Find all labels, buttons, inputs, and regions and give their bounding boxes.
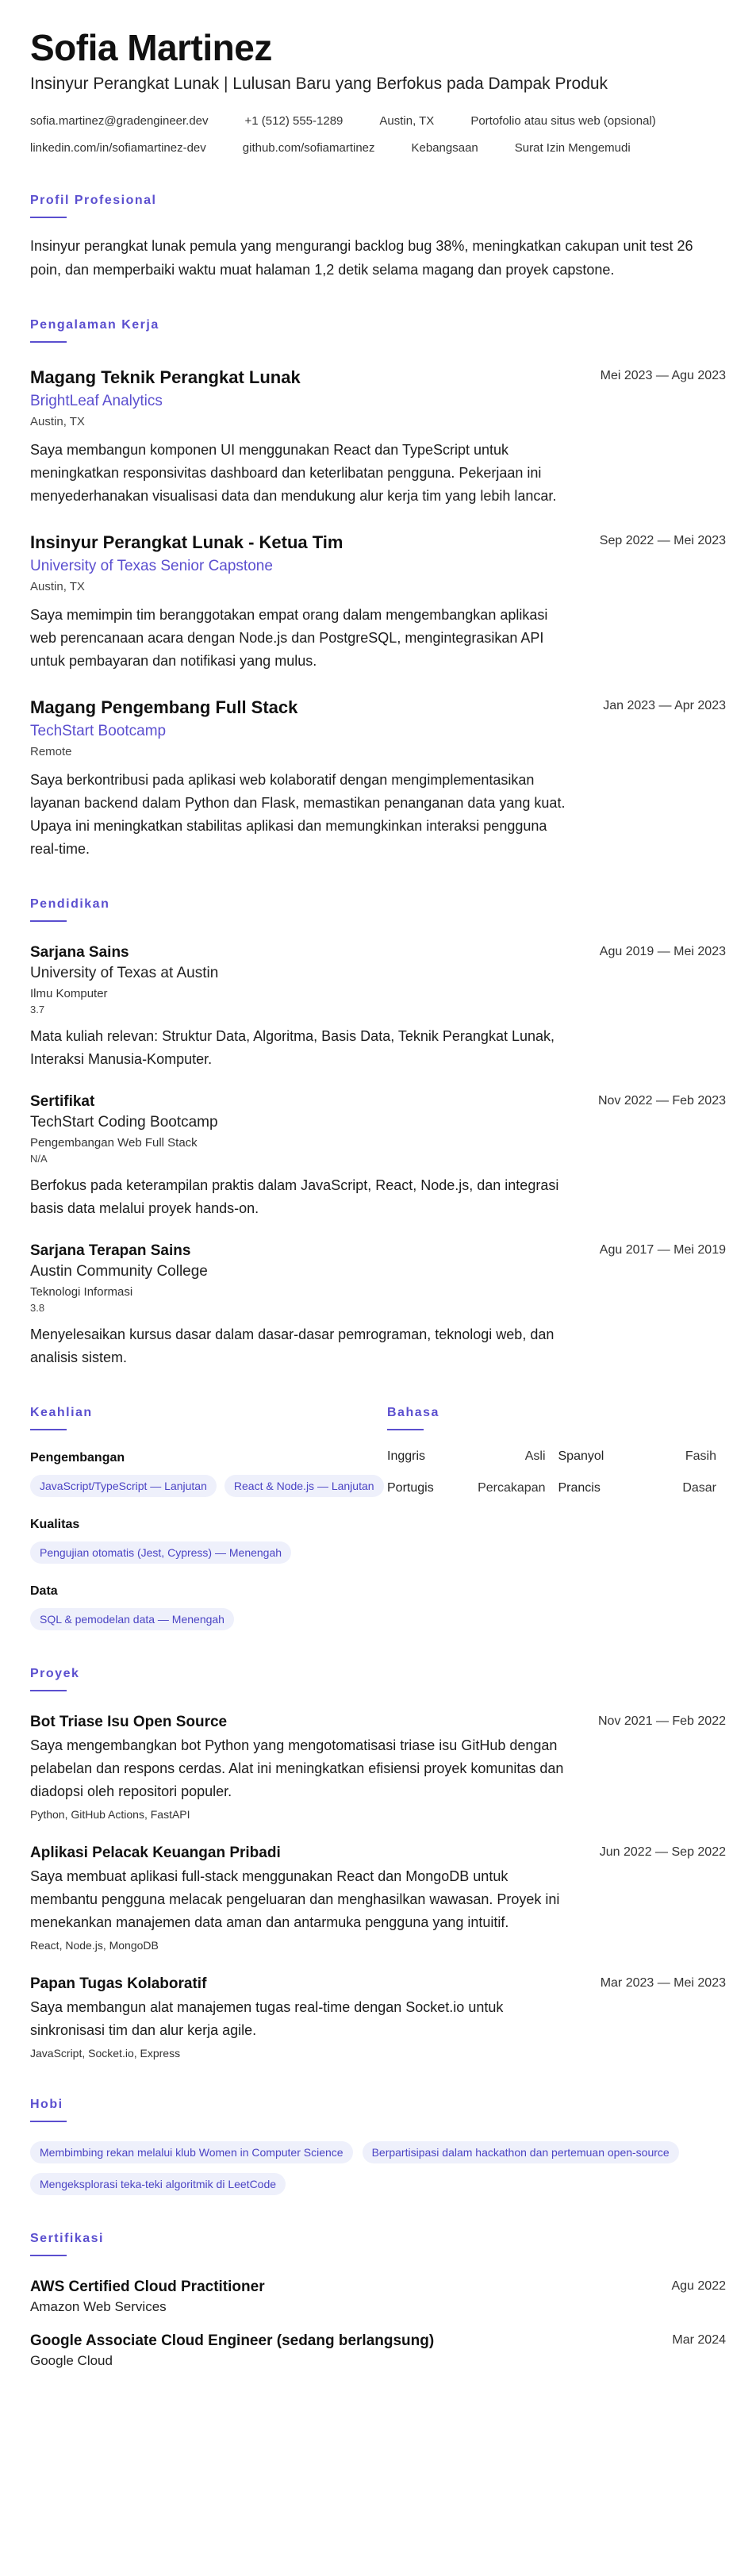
job-description: Saya memimpin tim beranggotakan empat orang dalam mengembangkan aplikasi web perencanaan acara dengan Node.js dan PostgreSQL, mengintegrasikan API untuk pembayaran dan notifikasi yang mulus.: [30, 607, 548, 669]
section-title: Bahasa: [387, 1406, 439, 1419]
section-title: Profil Profesional: [30, 194, 157, 207]
education-description: Menyelesaikan kursus dasar dalam dasar-dasar pemrograman, teknologi web, dan analisis sistem.: [30, 1326, 555, 1365]
degree: Sertifikat: [30, 1093, 95, 1110]
field-of-study: Teknologi Informasi: [30, 1285, 133, 1299]
education-description: Mata kuliah relevan: Struktur Data, Algoritma, Basis Data, Teknik Perangkat Lunak, Interaksi Manusia-Komputer.: [30, 1028, 555, 1067]
job-dates: Mei 2023 — Agu 2023: [600, 369, 726, 382]
certification-date: Agu 2022: [671, 2279, 726, 2293]
profile-summary: Insinyur perangkat lunak pemula yang mengurangi backlog bug 38%, meningkatkan cakupan unit test 26 poin, dan memperbaiki waktu muat halaman 1,2 detik selama magang dan proyek capstone.: [30, 238, 693, 278]
job-location: Austin, TX: [30, 580, 85, 593]
contact-phone[interactable]: +1 (512) 555-1289: [244, 114, 343, 128]
project-item: [30, 1974, 726, 2061]
project-name: Aplikasi Pelacak Keuangan Pribadi: [30, 1845, 281, 1861]
education-section: [30, 896, 726, 1369]
project-item: [30, 1712, 726, 1822]
school: Austin Community College: [30, 1263, 208, 1280]
language-name: Prancis: [558, 1481, 601, 1495]
language-list: [387, 1448, 716, 1497]
employer: TechStart Bootcamp: [30, 723, 167, 739]
section-divider: [30, 341, 67, 343]
language-level: Percakapan: [478, 1481, 546, 1495]
job-dates: Jan 2023 — Apr 2023: [603, 699, 726, 712]
experience-item: [30, 697, 726, 861]
education-description: Berfokus pada keterampilan praktis dalam JavaScript, React, Node.js, dan integrasi basis data melalui proyek hands-on.: [30, 1177, 559, 1216]
certification-issuer: Amazon Web Services: [30, 2299, 167, 2314]
education-dates: Nov 2022 — Feb 2023: [598, 1094, 726, 1108]
job-title: Magang Pengembang Full Stack: [30, 697, 298, 717]
gpa: N/A: [30, 1153, 48, 1165]
section-divider: [30, 217, 67, 218]
project-name: Bot Triase Isu Open Source: [30, 1714, 228, 1730]
project-dates: Mar 2023 — Mei 2023: [600, 1976, 726, 1990]
languages-section: [387, 1404, 716, 1630]
skill-chip-list: [30, 1475, 387, 1497]
skill-group: [30, 1583, 387, 1630]
profile-section: [30, 192, 726, 282]
section-divider: [30, 1690, 67, 1691]
language-item: [558, 1480, 717, 1497]
certification-name: AWS Certified Cloud Practitioner: [30, 2278, 265, 2295]
project-tech: React, Node.js, MongoDB: [30, 1939, 159, 1952]
employer: University of Texas Senior Capstone: [30, 558, 273, 574]
job-title: Insinyur Perangkat Lunak - Ketua Tim: [30, 532, 343, 552]
degree: Sarjana Terapan Sains: [30, 1242, 191, 1259]
project-dates: Jun 2022 — Sep 2022: [599, 1845, 726, 1859]
language-item: [558, 1448, 717, 1465]
projects-section: [30, 1665, 726, 2061]
contact-email[interactable]: sofia.martinez@gradengineer.dev: [30, 114, 209, 128]
language-item: [387, 1480, 546, 1497]
section-divider: [387, 1429, 424, 1430]
school: University of Texas at Austin: [30, 965, 219, 981]
skill-chip: JavaScript/TypeScript — Lanjutan: [30, 1475, 217, 1497]
section-title: Hobi: [30, 2098, 63, 2111]
contact-nationality: Kebangsaan: [411, 141, 478, 155]
skills-section: [30, 1404, 387, 1630]
section-divider: [30, 2255, 67, 2256]
skill-chip-list: [30, 1541, 387, 1564]
skill-chip: Pengujian otomatis (Jest, Cypress) — Menengah: [30, 1541, 291, 1564]
certification-issuer: Google Cloud: [30, 2353, 113, 2368]
field-of-study: Ilmu Komputer: [30, 987, 108, 1000]
project-dates: Nov 2021 — Feb 2022: [598, 1714, 726, 1728]
education-item: [30, 1092, 726, 1220]
skill-group-title: Kualitas: [30, 1518, 80, 1531]
contact-github[interactable]: github.com/sofiamartinez: [242, 141, 375, 155]
certification-name: Google Associate Cloud Engineer (sedang berlangsung): [30, 2332, 435, 2349]
skill-group-title: Data: [30, 1584, 58, 1598]
skill-group: [30, 1516, 387, 1564]
project-description: Saya membuat aplikasi full-stack menggunakan React dan MongoDB untuk membantu pengguna melacak pengeluaran dan menghasilkan wawasan. Proyek ini menekankan manajemen data aman dan antarmuka pengguna yang intuitif.: [30, 1868, 560, 1930]
job-description: Saya membangun komponen UI menggunakan React dan TypeScript untuk meningkatkan responsivitas dashboard dan keterlibatan pengguna. Pekerjaan ini menyederhanakan visualisasi data dan mendukung alur kerja tim yang lebih lancar.: [30, 442, 557, 504]
certifications-section: [30, 2230, 726, 2371]
hobby-chip: Membimbing rekan melalui klub Women in Computer Science: [30, 2141, 353, 2163]
contact-portfolio[interactable]: Portofolio atau situs web (opsional): [470, 114, 656, 128]
project-description: Saya membangun alat manajemen tugas real-time dengan Socket.io untuk sinkronisasi tim dan alur kerja agile.: [30, 1999, 504, 2038]
project-name: Papan Tugas Kolaboratif: [30, 1975, 207, 1992]
section-title: Pengalaman Kerja: [30, 318, 159, 332]
hobby-chip: Berpartisipasi dalam hackathon dan pertemuan open-source: [363, 2141, 679, 2163]
language-level: Dasar: [682, 1481, 716, 1495]
project-tech: JavaScript, Socket.io, Express: [30, 2047, 181, 2060]
section-title: Keahlian: [30, 1406, 93, 1419]
project-tech: Python, GitHub Actions, FastAPI: [30, 1808, 190, 1821]
section-title: Sertifikasi: [30, 2232, 104, 2245]
language-name: Portugis: [387, 1481, 434, 1495]
hobby-chip: Mengeksplorasi teka-teki algoritmik di LeetCode: [30, 2173, 286, 2195]
skill-chip: React & Node.js — Lanjutan: [224, 1475, 384, 1497]
skills-languages-row: [30, 1404, 726, 1630]
job-location: Austin, TX: [30, 415, 85, 428]
project-description: Saya mengembangkan bot Python yang mengotomatisasi triase isu GitHub dengan pelabelan dan respons cerdas. Alat ini meningkatkan efisiensi proyek komunitas dan diadopsi oleh repositori populer.: [30, 1737, 564, 1799]
education-item: [30, 1241, 726, 1369]
contact-list: [30, 113, 726, 157]
gpa: 3.7: [30, 1004, 45, 1015]
gpa: 3.8: [30, 1302, 45, 1314]
candidate-name: Sofia Martinez: [30, 27, 272, 68]
resume-header: [30, 27, 726, 157]
certification-item: [30, 2277, 726, 2317]
degree: Sarjana Sains: [30, 944, 129, 961]
skill-group-title: Pengembangan: [30, 1451, 125, 1465]
experience-item: [30, 367, 726, 508]
contact-driving-license: Surat Izin Mengemudi: [514, 141, 631, 155]
experience-item: [30, 532, 726, 673]
skill-chip: SQL & pemodelan data — Menengah: [30, 1608, 234, 1630]
employer: BrightLeaf Analytics: [30, 393, 163, 409]
language-name: Spanyol: [558, 1449, 604, 1463]
experience-section: [30, 317, 726, 861]
education-item: [30, 942, 726, 1071]
skill-group: [30, 1449, 387, 1497]
language-level: Fasih: [685, 1449, 716, 1463]
school: TechStart Coding Bootcamp: [30, 1114, 218, 1131]
section-divider: [30, 1429, 67, 1430]
hobby-chip-list: [30, 2141, 726, 2195]
field-of-study: Pengembangan Web Full Stack: [30, 1136, 198, 1150]
candidate-headline: Insinyur Perangkat Lunak | Lulusan Baru yang Berfokus pada Dampak Produk: [30, 75, 608, 93]
job-title: Magang Teknik Perangkat Lunak: [30, 367, 301, 387]
section-title: Proyek: [30, 1667, 80, 1680]
language-item: [387, 1448, 546, 1465]
job-dates: Sep 2022 — Mei 2023: [599, 534, 726, 547]
hobbies-section: [30, 2096, 726, 2195]
certification-date: Mar 2024: [672, 2333, 726, 2347]
skill-chip-list: [30, 1608, 387, 1630]
job-location: Remote: [30, 745, 72, 758]
job-description: Saya berkontribusi pada aplikasi web kolaboratif dengan mengimplementasikan layanan backend dalam Python dan Flask, memastikan penanganan data yang kuat. Upaya ini meningkatkan stabilitas aplikasi dan memungkinkan interaksi pengguna real-time.: [30, 772, 566, 857]
section-title: Pendidikan: [30, 897, 110, 911]
project-item: [30, 1843, 726, 1953]
education-dates: Agu 2019 — Mei 2023: [599, 945, 726, 958]
contact-linkedin[interactable]: linkedin.com/in/sofiamartinez-dev: [30, 141, 206, 155]
education-dates: Agu 2017 — Mei 2019: [599, 1243, 726, 1257]
section-divider: [30, 920, 67, 922]
certification-item: [30, 2331, 726, 2371]
contact-location: Austin, TX: [379, 114, 435, 128]
section-divider: [30, 2121, 67, 2122]
language-name: Inggris: [387, 1449, 426, 1463]
language-level: Asli: [524, 1449, 546, 1463]
